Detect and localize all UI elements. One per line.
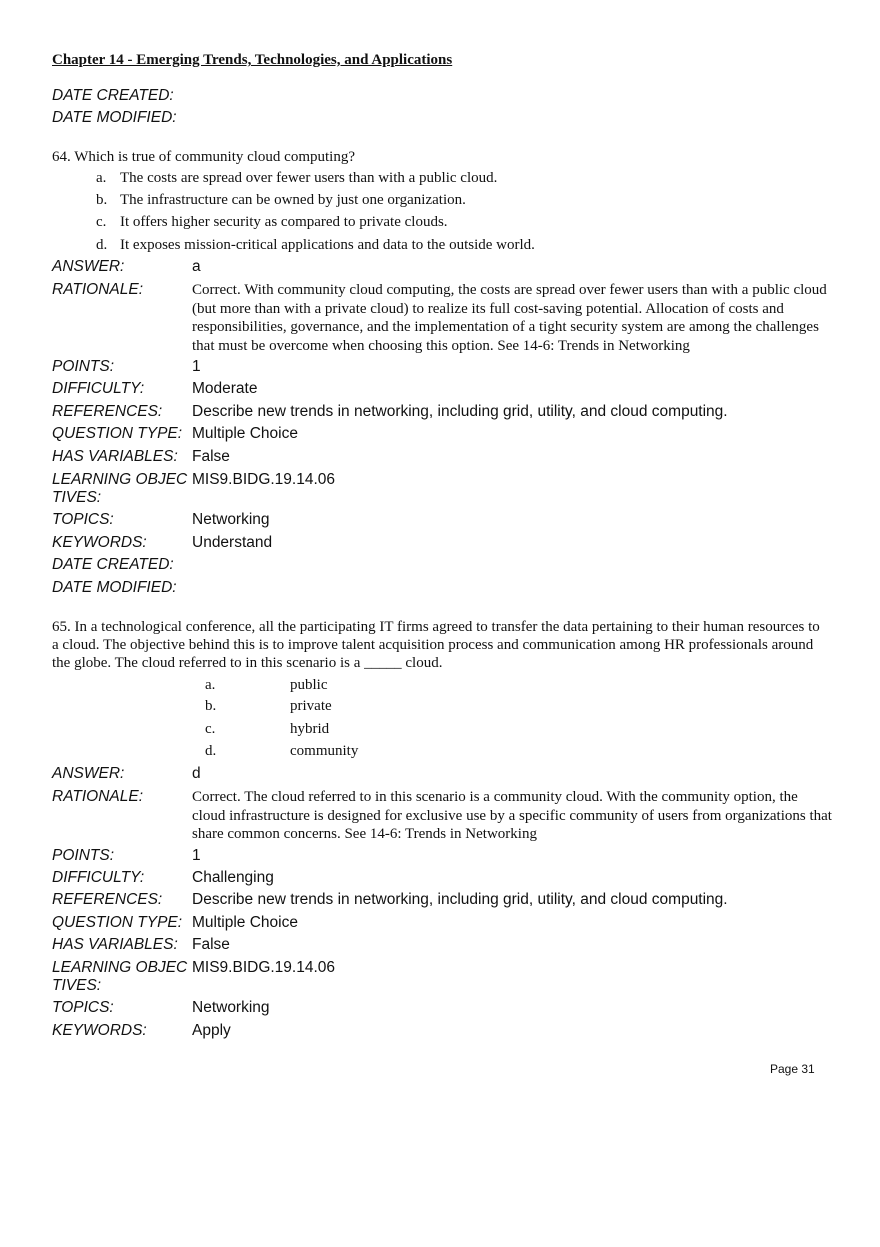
q65-learning-objectives-value: MIS9.BIDG.19.14.06 [192, 959, 336, 976]
q64-option-b-text: The infrastructure can be owned by just one organization. [120, 192, 466, 208]
q64-question-type-label: QUESTION TYPE: [52, 425, 183, 442]
q64-answer-row [52, 258, 832, 278]
q64-option-c-text: It offers higher security as compared to private clouds. [120, 214, 448, 230]
q64-points-value: 1 [192, 358, 201, 375]
q65-question-type-row [52, 914, 832, 934]
q64-keywords-label: KEYWORDS: [52, 534, 147, 551]
q64-learning-objectives-row [52, 471, 832, 509]
q65-question-type-label: QUESTION TYPE: [52, 914, 183, 931]
q64-has-variables-row [52, 448, 832, 468]
q65-keywords-row [52, 1022, 832, 1042]
q65-option-d-letter: d. [205, 743, 217, 759]
q64-references-row [52, 403, 832, 423]
q64-difficulty-label: DIFFICULTY: [52, 380, 145, 397]
q65-keywords-value: Apply [192, 1022, 231, 1039]
q65-option-a-text: public [290, 677, 328, 693]
q65-difficulty-row [52, 869, 832, 889]
q65-option-b-text: private [290, 698, 332, 714]
q64-question-type-value: Multiple Choice [192, 425, 298, 442]
q64-option-c-letter: c. [96, 214, 107, 230]
chapter-title: Chapter 14 - Emerging Trends, Technologies, and Applications [52, 52, 453, 68]
q65-rationale-value: Correct. The cloud referred to in this scenario is a community cloud. With the community option, the cloud infrastructure is designed for exclusive use by a specific community of users from organizations that share common concerns. See 14-6: Trends in Networking [192, 789, 832, 842]
q64-references-label: REFERENCES: [52, 403, 163, 420]
q65-points-row [52, 847, 832, 867]
q64-option-a-text: The costs are spread over fewer users than with a public cloud. [120, 170, 498, 186]
q65-option-a-letter: a. [205, 677, 216, 693]
top-date-modified-row [52, 109, 832, 127]
q65-option-b-letter: b. [205, 698, 217, 714]
q64-option-a-letter: a. [96, 170, 107, 186]
q64-topics-value: Networking [192, 511, 270, 528]
q64-rationale-label: RATIONALE: [52, 281, 144, 298]
q64-option-d-letter: d. [96, 237, 108, 253]
q65-option-d-text: community [290, 743, 359, 759]
q65-topics-label: TOPICS: [52, 999, 114, 1016]
q65-references-row [52, 891, 832, 911]
q64-option-d-text: It exposes mission-critical applications and data to the outside world. [120, 237, 535, 253]
page-number: Page 31 [770, 1062, 815, 1076]
top-date-modified-label: DATE MODIFIED: [52, 109, 177, 126]
q65-has-variables-label: HAS VARIABLES: [52, 936, 178, 953]
q65-difficulty-value: Challenging [192, 869, 274, 886]
q65-option-c-letter: c. [205, 721, 216, 737]
q65-rationale-label: RATIONALE: [52, 788, 144, 805]
q64-references-value: Describe new trends in networking, including grid, utility, and cloud computing. [192, 403, 728, 420]
q64-topics-label: TOPICS: [52, 511, 114, 528]
q65-keywords-label: KEYWORDS: [52, 1022, 147, 1039]
q65-points-value: 1 [192, 847, 201, 864]
top-date-created-row [52, 87, 832, 105]
q65-learning-objectives-row [52, 959, 832, 997]
q64-date-modified-row [52, 579, 832, 599]
q65-has-variables-row [52, 936, 832, 956]
top-date-created-label: DATE CREATED: [52, 87, 174, 104]
q64-date-modified-label: DATE MODIFIED: [52, 579, 177, 596]
q64-topics-row [52, 511, 832, 531]
q64-learning-objectives-value: MIS9.BIDG.19.14.06 [192, 471, 336, 488]
q65-difficulty-label: DIFFICULTY: [52, 869, 145, 886]
q64-learning-objectives-label: LEARNING OBJEC TIVES: [52, 471, 188, 506]
q64-points-row [52, 358, 832, 378]
q64-has-variables-value: False [192, 448, 230, 465]
q64-answer-value: a [192, 258, 201, 275]
q65-references-value: Describe new trends in networking, including grid, utility, and cloud computing. [192, 891, 728, 908]
q64-points-label: POINTS: [52, 358, 115, 375]
q65-answer-row [52, 765, 832, 785]
q64-question: 64. Which is true of community cloud computing? [52, 149, 356, 165]
q65-option-c-text: hybrid [290, 721, 330, 737]
q65-references-label: REFERENCES: [52, 891, 163, 908]
q64-date-created-row [52, 556, 832, 576]
q64-rationale-value: Correct. With community cloud computing, the costs are spread over fewer users than with a public cloud (but more than with a private cloud) to realize its full cost-saving potential. Allocation of costs and responsibilities, governance, and the implementation of a tight security system are among the challenges that must be overcome when choosing this option. See 14-6: Trends in Networking [192, 282, 827, 354]
q64-has-variables-label: HAS VARIABLES: [52, 448, 178, 465]
q65-points-label: POINTS: [52, 847, 115, 864]
q65-answer-value: d [192, 765, 201, 782]
q65-question-type-value: Multiple Choice [192, 914, 298, 931]
q64-option-b-letter: b. [96, 192, 108, 208]
q65-has-variables-value: False [192, 936, 230, 953]
q64-keywords-value: Understand [192, 534, 273, 551]
q65-question: 65. In a technological conference, all the participating IT firms agreed to transfer the data pertaining to their human resources to a cloud. The objective behind this is to improve talent acquisition process and communication among HR professionals around the globe. The cloud referred to in this scenario is a _____ cloud. [52, 619, 820, 671]
q64-question-type-row [52, 425, 832, 445]
q64-answer-label: ANSWER: [52, 258, 125, 275]
q64-difficulty-row [52, 380, 832, 400]
q65-topics-value: Networking [192, 999, 270, 1016]
q65-learning-objectives-label: LEARNING OBJEC TIVES: [52, 959, 188, 994]
q64-date-created-label: DATE CREATED: [52, 556, 174, 573]
q65-topics-row [52, 999, 832, 1019]
q65-answer-label: ANSWER: [52, 765, 125, 782]
q64-difficulty-value: Moderate [192, 380, 258, 397]
q64-rationale-row [52, 281, 832, 357]
q65-rationale-row [52, 788, 832, 846]
q64-keywords-row [52, 534, 832, 554]
